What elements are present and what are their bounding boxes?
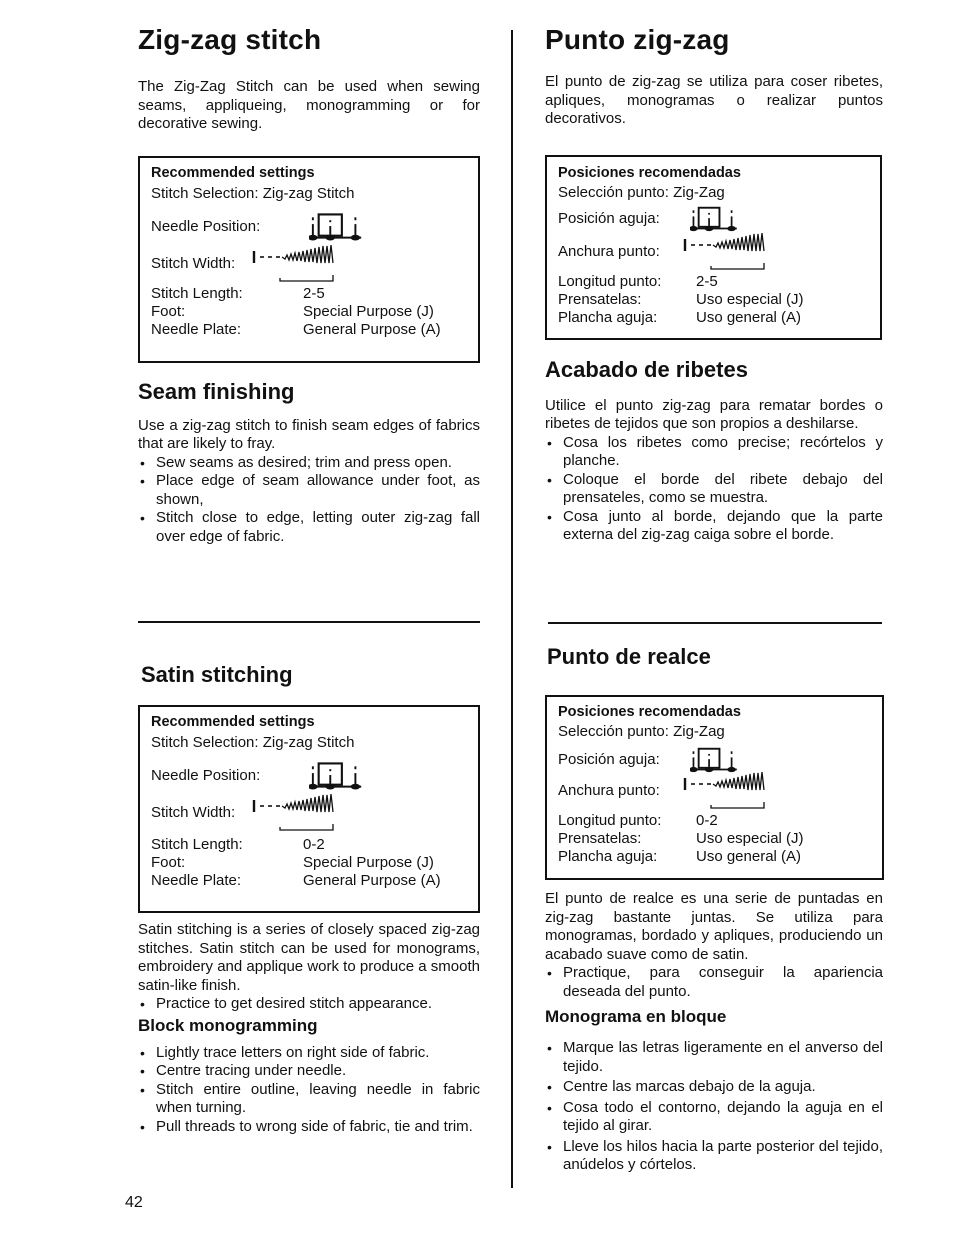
list-item: • Lightly trace letters on right side of fabric.: [138, 1044, 480, 1063]
stitch-width-label: Stitch Width:: [151, 254, 236, 272]
setting-value: Uso especial (J): [696, 830, 804, 847]
list-item: • Practice to get desired stitch appearance.: [138, 995, 480, 1014]
setting-key: Prensatelas:: [558, 830, 642, 847]
stitch-width-label: Stitch Width:: [151, 804, 236, 821]
setting-key: Plancha aguja:: [558, 308, 658, 326]
intro-paragraph: El punto de zig-zag se utiliza para coser ribetes, apliques, monogramas o realizar puntos decorativos.: [545, 73, 883, 127]
list-item: • Stitch close to edge, letting outer zig-zag fall over edge of fabric.: [138, 509, 480, 546]
intro-paragraph: The Zig-Zag Stitch can be used when sewing seams, appliqueing, monogramming or for decorative sewing.: [138, 78, 480, 132]
settings-title: Posiciones recomendadas: [558, 704, 741, 720]
settings-rows: [558, 812, 872, 866]
list-item: • Cosa los ribetes como precise; recórtelos y planche.: [545, 434, 883, 471]
needle-position-label: Posición aguja:: [558, 751, 660, 768]
section-rule-right: [548, 622, 882, 624]
list-item: • Coloque el borde del ribete debajo del prensateles, como se muestra.: [545, 471, 883, 508]
settings-rows: [151, 285, 468, 339]
setting-value: 0-2: [696, 812, 718, 829]
zigzag-width-icon: [251, 794, 381, 832]
needle-position-icon: [309, 760, 367, 792]
settings-row: [558, 309, 870, 327]
list-item: • Practique, para conseguir la apariencia deseada del punto.: [545, 964, 883, 1001]
spanish-satin-section: [545, 644, 883, 1175]
setting-value: Uso general (A): [696, 848, 802, 865]
setting-key: Plancha aguja:: [558, 848, 658, 865]
settings-row: [558, 848, 872, 866]
list-item: • Cosa todo el contorno, dejando la aguja en el tejido al girar.: [545, 1099, 883, 1136]
needle-position-label: Needle Position:: [151, 217, 261, 235]
stitch-selection: Stitch Selection: Zig-zag Stitch: [151, 734, 355, 751]
satin-list: [545, 964, 883, 1001]
setting-key: Foot:: [151, 854, 186, 871]
list-item: • Place edge of seam allowance under foot, as shown,: [138, 472, 480, 509]
spanish-column: [545, 24, 883, 545]
stitch-selection: Stitch Selection: Zig-zag Stitch: [151, 184, 355, 202]
list-item: • Pull threads to wrong side of fabric, tie and trim.: [138, 1118, 480, 1137]
stitch-selection: Selección punto: Zig-Zag: [558, 723, 725, 740]
zigzag-width-icon: [682, 233, 812, 271]
list-item: • Cosa junto al borde, dejando que la parte externa del zig-zag caiga sobre el borde.: [545, 508, 883, 545]
setting-value: General Purpose (A): [303, 872, 441, 889]
list-item: • Sew seams as desired; trim and press open.: [138, 454, 480, 473]
satin-intro: Satin stitching is a series of closely spaced zig-zag stitches. Satin stitch can be used for monograms, embroidery and applique work to produce a smooth satin-like finish.: [138, 921, 480, 994]
setting-value: General Purpose (A): [303, 320, 441, 338]
needle-position-label: Posición aguja:: [558, 209, 660, 227]
setting-value: Special Purpose (J): [303, 854, 434, 871]
page-title: Punto zig-zag: [545, 24, 730, 55]
settings-row: [558, 830, 872, 848]
needle-position-icon: [690, 205, 742, 233]
settings-rows: [151, 836, 468, 890]
seam-finishing-heading: Seam finishing: [138, 378, 295, 404]
seam-finishing-intro: Use a zig-zag stitch to finish seam edges of fabrics that are likely to fray.: [138, 416, 480, 452]
settings-row: [558, 291, 870, 309]
setting-value: 2-5: [303, 284, 325, 302]
zigzag-width-icon: [251, 245, 381, 283]
setting-key: Stitch Length:: [151, 284, 243, 302]
setting-key: Foot:: [151, 302, 186, 320]
needle-position-icon: [309, 211, 367, 243]
setting-value: 0-2: [303, 836, 325, 853]
setting-value: Special Purpose (J): [303, 302, 434, 320]
seam-finishing-list: [138, 454, 480, 547]
settings-rows: [558, 273, 870, 327]
recommended-settings-box: [138, 156, 480, 363]
recommended-settings-box: [138, 705, 480, 913]
setting-key: Needle Plate:: [151, 320, 242, 338]
block-monogramming-heading: Block monogramming: [138, 1015, 318, 1035]
settings-row: [151, 321, 468, 339]
list-item: • Stitch entire outline, leaving needle in fabric when turning.: [138, 1081, 480, 1118]
list-item: • Centre las marcas debajo de la aguja.: [545, 1078, 883, 1097]
seam-finishing-intro: Utilice el punto zig-zag para rematar bordes o ribetes de tejidos que son propios a deshilarse.: [545, 396, 883, 432]
block-monogramming-heading: Monograma en bloque: [545, 1007, 727, 1026]
settings-row: [558, 273, 870, 291]
settings-title: Posiciones recomendadas: [558, 164, 741, 181]
block-monogramming-list: [138, 1044, 480, 1137]
settings-title: Recommended settings: [151, 164, 315, 181]
satin-list: [138, 995, 480, 1014]
seam-finishing-heading: Acabado de ribetes: [545, 356, 748, 382]
english-satin-section: [138, 662, 480, 1136]
stitch-width-label: Anchura punto:: [558, 242, 660, 260]
setting-key: Prensatelas:: [558, 290, 642, 308]
recommended-settings-box: [545, 155, 882, 340]
stitch-selection: Selección punto: Zig-Zag: [558, 183, 725, 201]
list-item: • Lleve los hilos hacia la parte posterior del tejido, anúdelos y córtelos.: [545, 1138, 883, 1175]
list-item: • Centre tracing under needle.: [138, 1062, 480, 1081]
settings-row: [151, 836, 468, 854]
page-number: 42: [125, 1194, 143, 1211]
settings-row: [151, 285, 468, 303]
satin-stitching-heading: Satin stitching: [141, 662, 293, 687]
needle-position-icon: [690, 746, 742, 774]
setting-key: Stitch Length:: [151, 836, 243, 853]
zigzag-width-icon: [682, 772, 812, 810]
setting-key: Longitud punto:: [558, 812, 662, 829]
page-title: Zig-zag stitch: [138, 24, 322, 55]
satin-stitching-heading: Punto de realce: [547, 644, 711, 669]
settings-row: [151, 303, 468, 321]
settings-title: Recommended settings: [151, 714, 315, 730]
seam-finishing-list: [545, 434, 883, 545]
setting-key: Needle Plate:: [151, 872, 242, 889]
setting-value: Uso especial (J): [696, 290, 804, 308]
needle-position-label: Needle Position:: [151, 767, 261, 784]
settings-row: [558, 812, 872, 830]
setting-value: Uso general (A): [696, 308, 802, 326]
list-item: • Marque las letras ligeramente en el anverso del tejido.: [545, 1039, 883, 1076]
column-divider: [511, 30, 513, 1188]
setting-key: Longitud punto:: [558, 272, 662, 290]
stitch-width-label: Anchura punto:: [558, 782, 660, 799]
recommended-settings-box: [545, 695, 884, 880]
english-column: [138, 24, 480, 546]
section-rule-left: [138, 621, 480, 623]
settings-row: [151, 872, 468, 890]
block-monogramming-list: [545, 1039, 883, 1175]
settings-row: [151, 854, 468, 872]
setting-value: 2-5: [696, 272, 718, 290]
satin-intro: El punto de realce es una serie de puntadas en zig-zag bastante juntas. Se utiliza para monogramas, bordado y apliques, produciendo un acabado suave como de satin.: [545, 890, 883, 963]
